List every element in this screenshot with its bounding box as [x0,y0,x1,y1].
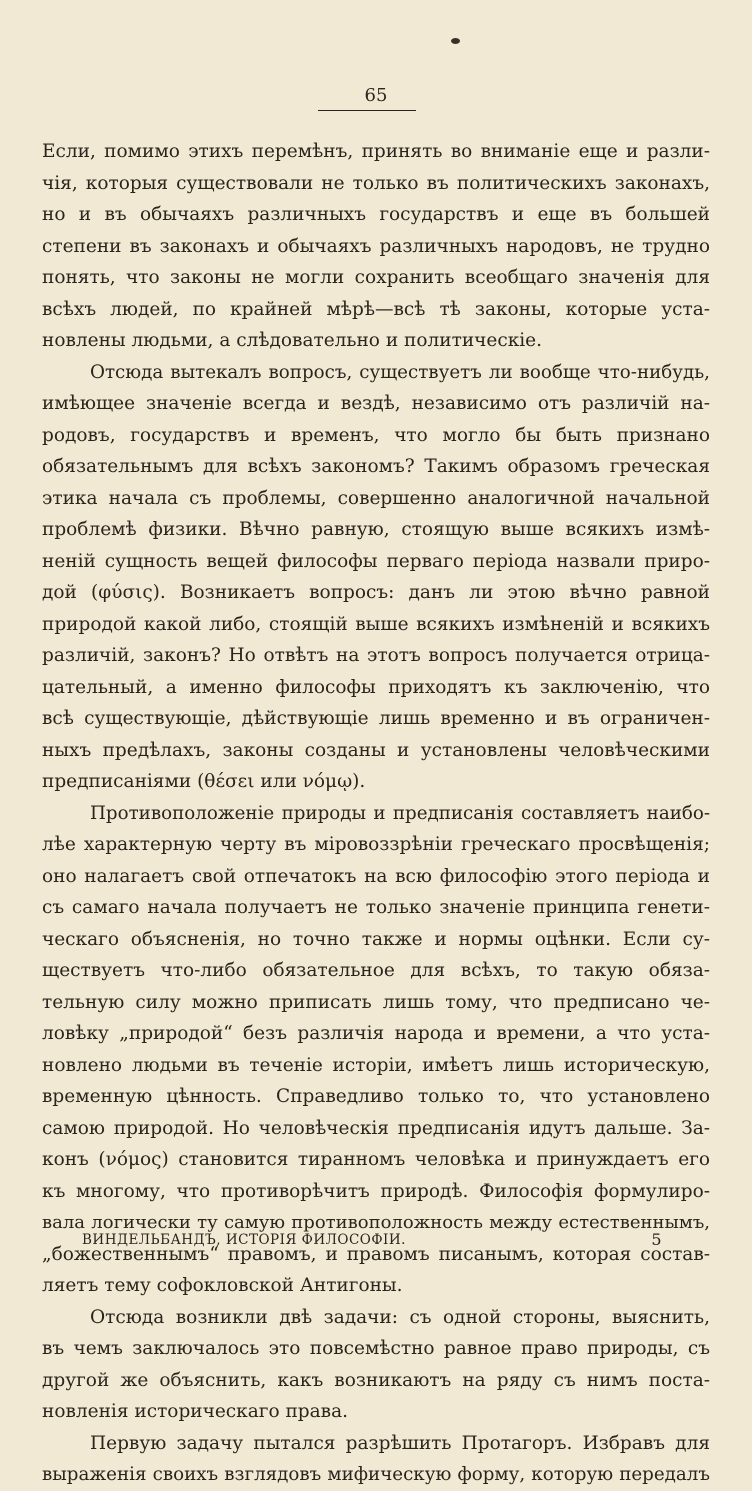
text-line: Первую задачу пытался разрѣшить Протагоръ. Избравъ для [90,1432,710,1454]
text-line: тельную силу можно приписать лишь тому, что предписано че- [42,991,710,1013]
text-line: другой же объяснить, какъ возникаютъ на ряду съ нимъ поста- [42,1369,710,1391]
page-body [42,136,710,1491]
text-line: Отсюда возникли двѣ задачи: съ одной стороны, выяснить, [90,1306,710,1328]
text-line: дой (φύσις). Возникаетъ вопросъ: данъ ли этою вѣчно равной [42,582,710,603]
text-line: новлены людьми, а слѣдовательно и политическіе. [42,330,543,351]
text-line: этика начала съ проблемы, совершенно аналогичной начальной [42,487,710,509]
text-line: самою природой. Но человѣческія предписанія идутъ дальше. За- [42,1117,710,1139]
text-line: ческаго объясненія, но точно также и нормы оцѣнки. Если су- [42,928,710,950]
text-line: Если, помимо этихъ перемѣнъ, принять во вниманіе еще и разли- [42,141,710,162]
text-line: чія, которыя существовали не только въ политическихъ законахъ, [42,172,710,194]
text-line: вала логически ту самую противоположность между естественнымъ, [42,1212,710,1233]
text-line: оно налагаетъ свой отпечатокъ на всю философію этого періода и [42,865,710,887]
text-line: ныхъ предѣлахъ, законы созданы и установлены человѣческими [42,739,710,761]
text-line: выраженія своихъ взглядовъ мифическую форму, которую передалъ [42,1464,710,1485]
text-line: степени въ законахъ и обычаяхъ различныхъ народовъ, не трудно [42,235,710,257]
text-line: предписаніями (θέσει или νόμῳ). [42,771,366,792]
text-line: цательный, а именно философы приходятъ къ заключенію, что [42,676,710,698]
text-line: всѣ существующіе, дѣйствующіе лишь временно и въ ограничен- [42,708,710,729]
text-line: въ чемъ заключалось это повсемѣстно равное право природы, съ [42,1338,710,1359]
text-line: но и въ обычаяхъ различныхъ государствъ и еще въ большей [42,204,710,225]
text-line: Отсюда вытекалъ вопросъ, существуетъ ли вообще что-нибудь, [90,361,710,383]
text-line: родовъ, государствъ и временъ, что могло бы быть признано [42,424,710,446]
signature-mark: 5 [651,1230,662,1249]
text-line: „божественнымъ“ правомъ, и правомъ писанымъ, которая состав- [42,1243,710,1265]
text-line: ляетъ тему софокловской Антигоны. [42,1275,403,1296]
text-line: имѣющее значеніе всегда и вездѣ, независимо отъ различій на- [42,393,710,414]
text-line: временную цѣнность. Справедливо только то, что установлено [42,1086,710,1107]
text-line: ловѣку „природой“ безъ различія народа и времени, а что уста- [42,1023,710,1044]
text-line: конъ (νόμος) становится тиранномъ человѣка и принуждаетъ его [42,1149,710,1170]
text-line: различій, законъ? Но отвѣтъ на этотъ вопросъ получается отрица- [42,645,710,666]
text-line: проблемѣ физики. Вѣчно равную, стоящую выше всякихъ измѣ- [42,519,710,540]
ink-speck [451,38,460,44]
text-line: новленія историческаго права. [42,1401,348,1422]
text-line: лѣе характерную черту въ міровоззрѣніи греческаго просвѣщенія; [42,834,710,855]
text-line: обязательнымъ для всѣхъ закономъ? Такимъ образомъ греческая [42,456,710,477]
text-line: къ многому, что противорѣчитъ природѣ. Философія формулиро- [42,1180,710,1202]
footer-title: ВИНДЕЛЬБАНДЪ, ИСТОРІЯ ФИЛОСОФІИ. [82,1232,406,1248]
text-line: неній сущность вещей философы перваго періода назвали приро- [42,550,710,572]
text-line: понять, что законы не могли сохранить всеобщаго значенія для [42,267,710,288]
text-line: съ самаго начала получаетъ не только значеніе принципа генети- [42,897,710,918]
header-rule [318,110,416,111]
text-line: Противоположеніе природы и предписанія составляетъ наибо- [90,802,710,824]
page-number: 65 [364,85,388,106]
text-line: всѣхъ людей, по крайней мѣрѣ—всѣ тѣ законы, которые уста- [42,298,710,320]
text-line: природой какой либо, стоящій выше всякихъ измѣненій и всякихъ [42,613,710,635]
text-line: ществуетъ что-либо обязательное для всѣхъ, то такую обяза- [42,960,710,981]
text-line: новлено людьми въ теченіе исторіи, имѣетъ лишь историческую, [42,1054,710,1076]
page-footer [82,1230,662,1250]
